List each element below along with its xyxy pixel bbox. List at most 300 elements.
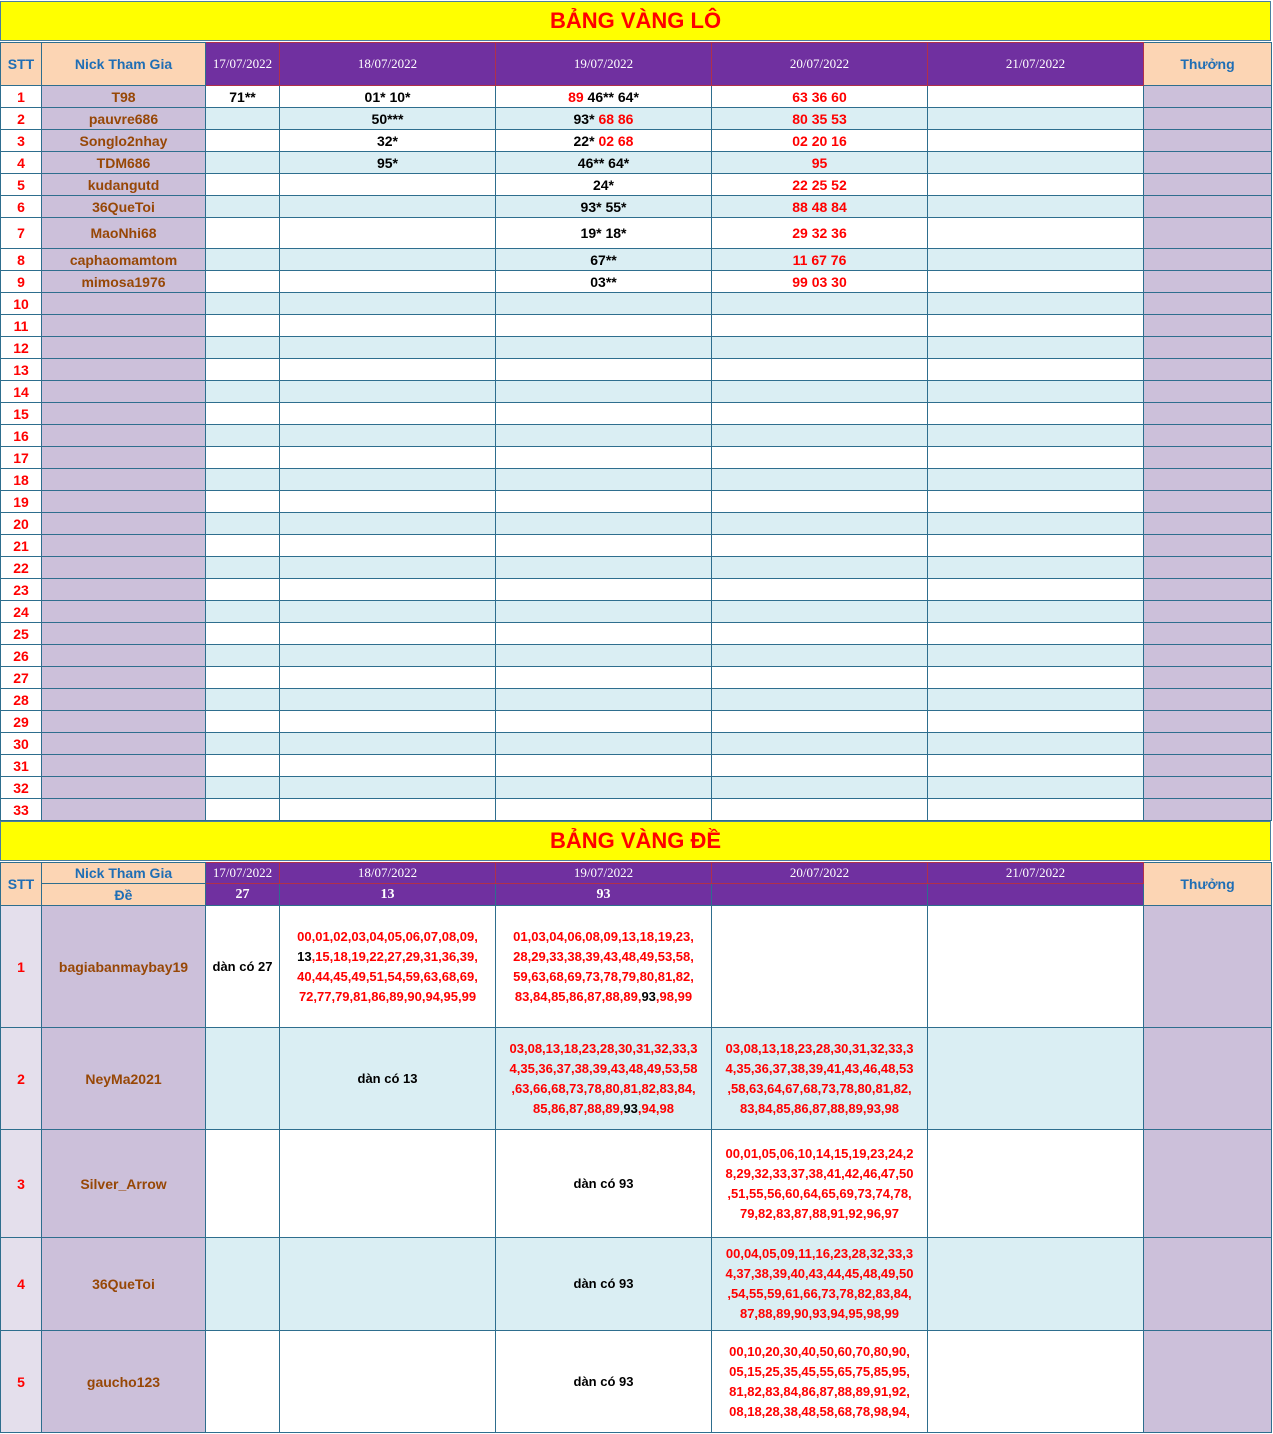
row-thuong bbox=[1144, 174, 1272, 196]
date-cell bbox=[206, 218, 280, 249]
date-cell bbox=[496, 218, 712, 249]
row-thuong bbox=[1144, 218, 1272, 249]
cell-value: 8,29,32,33,37,38,41,42,46,47,50 bbox=[725, 1165, 914, 1181]
row-thuong bbox=[1144, 689, 1272, 711]
cell-value: 40,44,45,49,51,54,59,63,68,69, bbox=[297, 968, 478, 984]
cell-value: dàn có 93 bbox=[573, 1175, 634, 1191]
table-row bbox=[1, 152, 1272, 174]
row-nick: 36QueToi bbox=[42, 1238, 206, 1331]
table-row bbox=[1, 513, 1272, 535]
date-cell bbox=[712, 906, 928, 1028]
date-cell bbox=[206, 1130, 280, 1238]
date-cell bbox=[206, 623, 280, 645]
date-cell bbox=[712, 1238, 928, 1331]
date-cell bbox=[496, 425, 712, 447]
date-cell bbox=[280, 130, 496, 152]
date-cell bbox=[206, 337, 280, 359]
row-thuong bbox=[1144, 601, 1272, 623]
date-cell bbox=[206, 689, 280, 711]
date-cell bbox=[206, 293, 280, 315]
date-cell bbox=[928, 645, 1144, 667]
row-stt: 25 bbox=[1, 623, 42, 645]
table-row bbox=[1, 403, 1272, 425]
row-stt: 24 bbox=[1, 601, 42, 623]
date-cell bbox=[712, 733, 928, 755]
cell-value: 08,18,28,38,48,58,68,78,98,94, bbox=[729, 1403, 910, 1419]
date-cell bbox=[206, 174, 280, 196]
date-cell bbox=[280, 667, 496, 689]
date-cell bbox=[280, 152, 496, 174]
row-stt: 19 bbox=[1, 491, 42, 513]
date-cell bbox=[928, 425, 1144, 447]
de-header-row bbox=[1, 863, 1272, 884]
date-cell bbox=[928, 513, 1144, 535]
table-row bbox=[1, 711, 1272, 733]
table-row bbox=[1, 218, 1272, 249]
table-row bbox=[1, 293, 1272, 315]
cell-value: 03** bbox=[590, 273, 617, 290]
row-stt: 11 bbox=[1, 315, 42, 337]
de-header-nick: Nick Tham Gia bbox=[42, 863, 206, 884]
cell-value: 00,01,02,03,04,05,06,07,08,09, bbox=[297, 928, 478, 944]
date-cell bbox=[712, 491, 928, 513]
date-cell bbox=[928, 469, 1144, 491]
table-row bbox=[1, 1331, 1272, 1433]
date-cell bbox=[206, 777, 280, 799]
row-stt: 14 bbox=[1, 381, 42, 403]
cell-value: dàn có 27 bbox=[212, 958, 273, 974]
date-cell bbox=[712, 623, 928, 645]
date-cell bbox=[280, 557, 496, 579]
date-cell bbox=[280, 293, 496, 315]
date-cell bbox=[496, 557, 712, 579]
date-cell bbox=[496, 108, 712, 130]
cell-value: dàn có 93 bbox=[573, 1373, 634, 1389]
lo-table bbox=[0, 42, 1272, 821]
date-cell bbox=[280, 218, 496, 249]
table-row bbox=[1, 1130, 1272, 1238]
date-cell bbox=[206, 601, 280, 623]
date-cell bbox=[496, 601, 712, 623]
row-stt: 13 bbox=[1, 359, 42, 381]
row-thuong bbox=[1144, 271, 1272, 293]
date-cell bbox=[496, 315, 712, 337]
date-cell bbox=[496, 535, 712, 557]
date-cell bbox=[496, 469, 712, 491]
row-stt: 5 bbox=[1, 1331, 42, 1433]
date-cell bbox=[496, 777, 712, 799]
cell-value: 22* bbox=[573, 132, 599, 149]
date-cell bbox=[206, 513, 280, 535]
cell-value: 93 bbox=[641, 988, 656, 1004]
table-row bbox=[1, 315, 1272, 337]
row-thuong bbox=[1144, 799, 1272, 821]
date-cell bbox=[928, 218, 1144, 249]
date-cell bbox=[206, 130, 280, 152]
date-cell bbox=[206, 799, 280, 821]
date-cell bbox=[712, 249, 928, 271]
cell-value: ,51,55,56,60,64,65,69,73,74,78, bbox=[727, 1185, 912, 1201]
date-cell bbox=[928, 359, 1144, 381]
date-cell bbox=[280, 381, 496, 403]
cell-value: 83,84,85,86,87,88,89, bbox=[514, 988, 642, 1004]
date-cell bbox=[280, 249, 496, 271]
date-cell bbox=[280, 535, 496, 557]
row-stt: 4 bbox=[1, 1238, 42, 1331]
date-cell bbox=[712, 579, 928, 601]
row-stt: 3 bbox=[1, 130, 42, 152]
date-cell bbox=[496, 152, 712, 174]
date-cell bbox=[712, 108, 928, 130]
cell-value: 85,86,87,88,89, bbox=[533, 1100, 624, 1116]
date-cell bbox=[206, 557, 280, 579]
de-header-nick-sub: Đề bbox=[42, 884, 206, 906]
row-thuong bbox=[1144, 108, 1272, 130]
row-thuong bbox=[1144, 447, 1272, 469]
row-thuong bbox=[1144, 513, 1272, 535]
date-cell bbox=[928, 1130, 1144, 1238]
cell-value: 46** 64* bbox=[577, 154, 630, 171]
date-cell bbox=[496, 447, 712, 469]
date-cell bbox=[496, 130, 712, 152]
cell-value: 01,03,04,06,08,09,13,18,19,23, bbox=[513, 928, 694, 944]
row-nick: TDM686 bbox=[42, 152, 206, 174]
date-cell bbox=[928, 557, 1144, 579]
date-cell bbox=[928, 249, 1144, 271]
date-cell bbox=[712, 130, 928, 152]
date-cell bbox=[496, 579, 712, 601]
date-cell bbox=[928, 777, 1144, 799]
lo-header-thuong: Thưởng bbox=[1144, 43, 1272, 86]
row-nick bbox=[42, 667, 206, 689]
date-cell bbox=[206, 1331, 280, 1433]
table-row bbox=[1, 1238, 1272, 1331]
cell-value: 4,37,38,39,40,43,44,45,48,49,50 bbox=[725, 1266, 914, 1281]
date-cell bbox=[206, 645, 280, 667]
date-cell bbox=[280, 359, 496, 381]
date-cell bbox=[206, 152, 280, 174]
cell-value: 02 20 16 bbox=[792, 132, 847, 149]
table-row bbox=[1, 579, 1272, 601]
row-nick bbox=[42, 799, 206, 821]
date-cell bbox=[280, 623, 496, 645]
cell-value: ,94,98 bbox=[637, 1100, 674, 1116]
row-stt: 15 bbox=[1, 403, 42, 425]
date-cell bbox=[928, 196, 1144, 218]
row-nick: kudangutd bbox=[42, 174, 206, 196]
date-cell bbox=[280, 513, 496, 535]
row-nick bbox=[42, 623, 206, 645]
row-stt: 1 bbox=[1, 906, 42, 1028]
cell-value: ,98,99 bbox=[655, 988, 693, 1004]
date-cell bbox=[206, 447, 280, 469]
date-cell bbox=[496, 196, 712, 218]
table-row bbox=[1, 469, 1272, 491]
row-nick bbox=[42, 755, 206, 777]
date-cell bbox=[280, 689, 496, 711]
cell-value: 29 32 36 bbox=[792, 225, 847, 241]
date-cell bbox=[280, 315, 496, 337]
cell-value: 83,84,85,86,87,88,89,93,98 bbox=[739, 1100, 900, 1116]
cell-value: 4,35,36,37,38,39,43,48,49,53,58 bbox=[509, 1060, 698, 1076]
cell-value: 80 35 53 bbox=[792, 110, 847, 127]
date-cell bbox=[280, 196, 496, 218]
de-title-banner bbox=[0, 821, 1271, 861]
date-cell bbox=[928, 130, 1144, 152]
date-cell bbox=[206, 86, 280, 108]
date-cell bbox=[206, 711, 280, 733]
date-cell bbox=[496, 667, 712, 689]
table-row bbox=[1, 667, 1272, 689]
de-header-date: 20/07/2022 bbox=[712, 863, 928, 884]
row-nick: gaucho123 bbox=[42, 1331, 206, 1433]
table-row bbox=[1, 535, 1272, 557]
cell-value: ,15,18,19,22,27,29,31,36,39, bbox=[311, 948, 478, 964]
cell-value: 63 36 60 bbox=[792, 88, 847, 105]
date-cell bbox=[928, 733, 1144, 755]
date-cell bbox=[712, 337, 928, 359]
date-cell bbox=[712, 1331, 928, 1433]
table-row bbox=[1, 174, 1272, 196]
de-result-value: 93 bbox=[496, 884, 712, 906]
date-cell bbox=[712, 645, 928, 667]
de-header-thuong: Thưởng bbox=[1144, 863, 1272, 906]
table-row bbox=[1, 381, 1272, 403]
row-nick bbox=[42, 337, 206, 359]
row-nick: Silver_Arrow bbox=[42, 1130, 206, 1238]
date-cell bbox=[206, 906, 280, 1028]
row-nick bbox=[42, 601, 206, 623]
table-row bbox=[1, 689, 1272, 711]
row-thuong bbox=[1144, 469, 1272, 491]
date-cell bbox=[928, 535, 1144, 557]
table-row bbox=[1, 337, 1272, 359]
date-cell bbox=[928, 403, 1144, 425]
de-header-date: 21/07/2022 bbox=[928, 863, 1144, 884]
cell-value: 28,29,33,38,39,43,48,49,53,58, bbox=[513, 948, 694, 964]
de-result-value: 27 bbox=[206, 884, 280, 906]
date-cell bbox=[928, 152, 1144, 174]
date-cell bbox=[496, 906, 712, 1028]
table-row bbox=[1, 733, 1272, 755]
date-cell bbox=[928, 381, 1144, 403]
table-row bbox=[1, 86, 1272, 108]
row-thuong bbox=[1144, 293, 1272, 315]
cell-value: 19* 18* bbox=[580, 225, 627, 241]
row-stt: 21 bbox=[1, 535, 42, 557]
row-stt: 4 bbox=[1, 152, 42, 174]
date-cell bbox=[280, 1238, 496, 1331]
date-cell bbox=[496, 623, 712, 645]
lo-header-date: 19/07/2022 bbox=[496, 43, 712, 86]
date-cell bbox=[280, 601, 496, 623]
cell-value: 24* bbox=[592, 176, 615, 193]
row-nick bbox=[42, 293, 206, 315]
row-nick bbox=[42, 711, 206, 733]
row-stt: 2 bbox=[1, 108, 42, 130]
lo-header-date: 17/07/2022 bbox=[206, 43, 280, 86]
date-cell bbox=[928, 799, 1144, 821]
cell-value: 93* bbox=[573, 110, 599, 127]
lo-header-date: 18/07/2022 bbox=[280, 43, 496, 86]
row-nick: bagiabanmaybay19 bbox=[42, 906, 206, 1028]
de-header-stt: STT bbox=[1, 863, 42, 906]
row-stt: 23 bbox=[1, 579, 42, 601]
row-stt: 28 bbox=[1, 689, 42, 711]
row-nick bbox=[42, 381, 206, 403]
date-cell bbox=[280, 579, 496, 601]
row-stt: 9 bbox=[1, 271, 42, 293]
cell-value: 68 86 bbox=[598, 110, 634, 127]
de-result-value bbox=[712, 884, 928, 906]
cell-value: 89 bbox=[568, 88, 588, 105]
date-cell bbox=[280, 733, 496, 755]
date-cell bbox=[712, 315, 928, 337]
row-thuong bbox=[1144, 152, 1272, 174]
de-header-date: 19/07/2022 bbox=[496, 863, 712, 884]
date-cell bbox=[712, 557, 928, 579]
cell-value: ,58,63,64,67,68,73,78,80,81,82, bbox=[727, 1080, 912, 1096]
date-cell bbox=[712, 218, 928, 249]
lo-title-banner bbox=[0, 1, 1271, 41]
row-stt: 16 bbox=[1, 425, 42, 447]
row-stt: 31 bbox=[1, 755, 42, 777]
date-cell bbox=[496, 249, 712, 271]
row-stt: 18 bbox=[1, 469, 42, 491]
date-cell bbox=[280, 1130, 496, 1238]
cell-value: 03,08,13,18,23,28,30,31,32,33,3 bbox=[725, 1040, 914, 1056]
row-nick: T98 bbox=[42, 86, 206, 108]
table-row bbox=[1, 249, 1272, 271]
lo-header-nick: Nick Tham Gia bbox=[42, 43, 206, 86]
date-cell bbox=[712, 174, 928, 196]
row-nick bbox=[42, 359, 206, 381]
date-cell bbox=[280, 799, 496, 821]
row-nick bbox=[42, 491, 206, 513]
date-cell bbox=[496, 1130, 712, 1238]
lo-header-date: 21/07/2022 bbox=[928, 43, 1144, 86]
row-stt: 3 bbox=[1, 1130, 42, 1238]
date-cell bbox=[712, 513, 928, 535]
date-cell bbox=[712, 755, 928, 777]
row-thuong bbox=[1144, 1028, 1272, 1130]
row-thuong bbox=[1144, 623, 1272, 645]
de-result-value: 13 bbox=[280, 884, 496, 906]
date-cell bbox=[496, 86, 712, 108]
table-row bbox=[1, 623, 1272, 645]
row-stt: 7 bbox=[1, 218, 42, 249]
date-cell bbox=[206, 108, 280, 130]
row-stt: 10 bbox=[1, 293, 42, 315]
row-thuong bbox=[1144, 557, 1272, 579]
date-cell bbox=[206, 249, 280, 271]
row-thuong bbox=[1144, 645, 1272, 667]
cell-value: 95 bbox=[811, 154, 828, 171]
row-thuong bbox=[1144, 711, 1272, 733]
date-cell bbox=[712, 777, 928, 799]
row-stt: 20 bbox=[1, 513, 42, 535]
date-cell bbox=[712, 689, 928, 711]
date-cell bbox=[712, 381, 928, 403]
date-cell bbox=[496, 491, 712, 513]
row-nick bbox=[42, 513, 206, 535]
cell-value: 88 48 84 bbox=[792, 198, 847, 215]
row-nick: pauvre686 bbox=[42, 108, 206, 130]
de-header-date: 18/07/2022 bbox=[280, 863, 496, 884]
row-thuong bbox=[1144, 906, 1272, 1028]
date-cell bbox=[928, 711, 1144, 733]
cell-value: 05,15,25,35,45,55,65,75,85,95, bbox=[729, 1363, 910, 1379]
row-stt: 27 bbox=[1, 667, 42, 689]
row-stt: 26 bbox=[1, 645, 42, 667]
lo-header-date: 20/07/2022 bbox=[712, 43, 928, 86]
date-cell bbox=[928, 491, 1144, 513]
table-row bbox=[1, 1028, 1272, 1130]
row-nick: NeyMa2021 bbox=[42, 1028, 206, 1130]
row-stt: 6 bbox=[1, 196, 42, 218]
date-cell bbox=[280, 711, 496, 733]
date-cell bbox=[928, 906, 1144, 1028]
date-cell bbox=[280, 271, 496, 293]
date-cell bbox=[280, 86, 496, 108]
row-nick bbox=[42, 403, 206, 425]
row-nick bbox=[42, 579, 206, 601]
date-cell bbox=[280, 174, 496, 196]
date-cell bbox=[206, 733, 280, 755]
cell-value: 46** 64* bbox=[587, 88, 639, 105]
row-thuong bbox=[1144, 403, 1272, 425]
row-stt: 33 bbox=[1, 799, 42, 821]
cell-value: 67** bbox=[590, 251, 617, 268]
date-cell bbox=[280, 1331, 496, 1433]
cell-value: 03,08,13,18,23,28,30,31,32,33,3 bbox=[509, 1040, 698, 1056]
row-thuong bbox=[1144, 755, 1272, 777]
table-row bbox=[1, 425, 1272, 447]
date-cell bbox=[496, 359, 712, 381]
cell-value: 93* 55* bbox=[580, 198, 627, 215]
row-thuong bbox=[1144, 1130, 1272, 1238]
table-row bbox=[1, 196, 1272, 218]
date-cell bbox=[712, 196, 928, 218]
cell-value: 13 bbox=[297, 948, 312, 964]
date-cell bbox=[712, 293, 928, 315]
table-row bbox=[1, 271, 1272, 293]
de-result-row bbox=[1, 884, 1272, 906]
row-thuong bbox=[1144, 1331, 1272, 1433]
cell-value: 00,04,05,09,11,16,23,28,32,33,3 bbox=[725, 1246, 914, 1261]
date-cell bbox=[712, 152, 928, 174]
date-cell bbox=[928, 315, 1144, 337]
date-cell bbox=[496, 271, 712, 293]
row-nick bbox=[42, 557, 206, 579]
date-cell bbox=[928, 293, 1144, 315]
row-stt: 12 bbox=[1, 337, 42, 359]
cell-value: 99 03 30 bbox=[792, 273, 847, 290]
date-cell bbox=[206, 535, 280, 557]
cell-value: dàn có 93 bbox=[573, 1276, 634, 1291]
row-stt: 29 bbox=[1, 711, 42, 733]
row-stt: 30 bbox=[1, 733, 42, 755]
row-nick bbox=[42, 535, 206, 557]
date-cell bbox=[928, 271, 1144, 293]
date-cell bbox=[280, 1028, 496, 1130]
cell-value: 71** bbox=[229, 88, 256, 105]
date-cell bbox=[280, 447, 496, 469]
date-cell bbox=[712, 1028, 928, 1130]
date-cell bbox=[496, 293, 712, 315]
row-thuong bbox=[1144, 381, 1272, 403]
date-cell bbox=[280, 337, 496, 359]
